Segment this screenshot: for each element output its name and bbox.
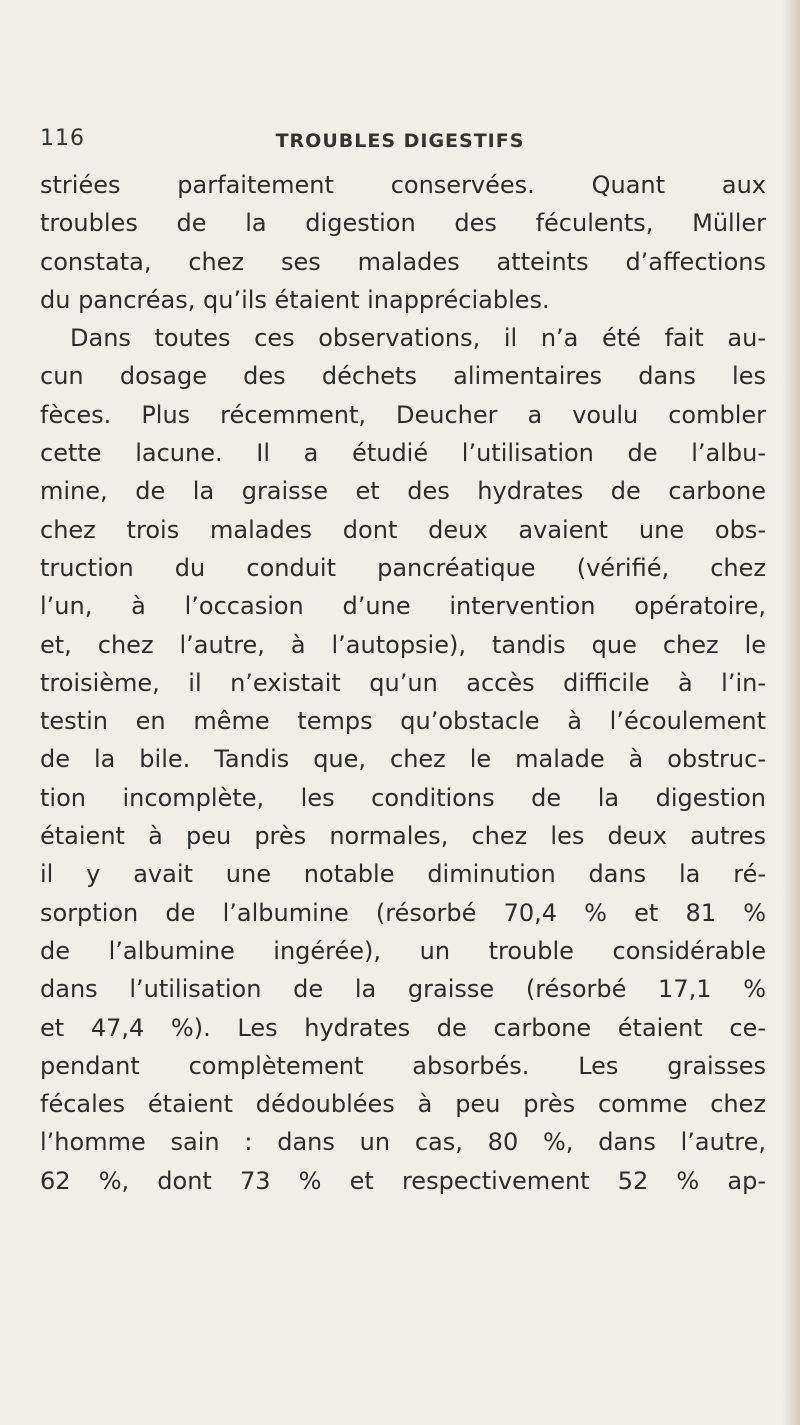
text-line: striées parfaitement conservées. Quant aux bbox=[40, 171, 766, 199]
text-line: testin en même temps qu’obstacle à l’écoulement bbox=[40, 707, 766, 736]
text-line: du pancréas, qu’ils étaient inappréciables. bbox=[40, 285, 550, 314]
text-line: de la bile. Tandis que, chez le malade à obstruc- bbox=[40, 745, 766, 774]
text-line: Dans toutes ces observations, il n’a été fait au- bbox=[70, 324, 766, 353]
text-line: troubles de la digestion des féculents, Müller bbox=[40, 209, 766, 238]
text-line: il y avait une notable diminution dans la ré- bbox=[40, 860, 766, 889]
text-line: constata, chez ses malades atteints d’affections bbox=[40, 247, 766, 276]
running-head: TROUBLES DIGESTIFS bbox=[275, 130, 525, 152]
text-line: et, chez l’autre, à l’autopsie), tandis que chez le bbox=[40, 630, 766, 659]
text-line: mine, de la graisse et des hydrates de carbone bbox=[40, 477, 766, 506]
text-line: fécales étaient dédoublées à peu près comme chez bbox=[40, 1090, 766, 1119]
text-line: chez trois malades dont deux avaient une obs- bbox=[40, 515, 766, 544]
text-line: sorption de l’albumine (résorbé 70,4 % et 81 % bbox=[40, 898, 766, 927]
text-line: cun dosage des déchets alimentaires dans les bbox=[40, 362, 766, 391]
text-line: de l’albumine ingérée), un trouble considérable bbox=[40, 936, 766, 965]
page-number: 116 bbox=[40, 126, 85, 151]
text-line: pendant complètement absorbés. Les graisses bbox=[40, 1051, 766, 1080]
text-line: l’homme sain : dans un cas, 80 %, dans l’autre, bbox=[40, 1128, 766, 1157]
text-line: et 47,4 %). Les hydrates de carbone étaient ce- bbox=[40, 1013, 766, 1042]
text-line: étaient à peu près normales, chez les deux autres bbox=[40, 822, 766, 851]
text-line: tion incomplète, les conditions de la digestion bbox=[40, 783, 766, 812]
text-line: cette lacune. Il a étudié l’utilisation de l’albu- bbox=[40, 439, 766, 468]
body-text bbox=[40, 166, 766, 1200]
page-edge-shadow bbox=[782, 0, 800, 1425]
text-line: dans l’utilisation de la graisse (résorbé 17,1 % bbox=[40, 975, 766, 1004]
text-line: 62 %, dont 73 % et respectivement 52 % ap- bbox=[40, 1166, 766, 1195]
text-line: l’un, à l’occasion d’une intervention opératoire, bbox=[40, 592, 766, 621]
text-line: troisième, il n’existait qu’un accès difficile à l’in- bbox=[40, 668, 766, 697]
text-line: fèces. Plus récemment, Deucher a voulu combler bbox=[40, 400, 766, 429]
text-line: truction du conduit pancréatique (vérifié, chez bbox=[40, 553, 766, 582]
